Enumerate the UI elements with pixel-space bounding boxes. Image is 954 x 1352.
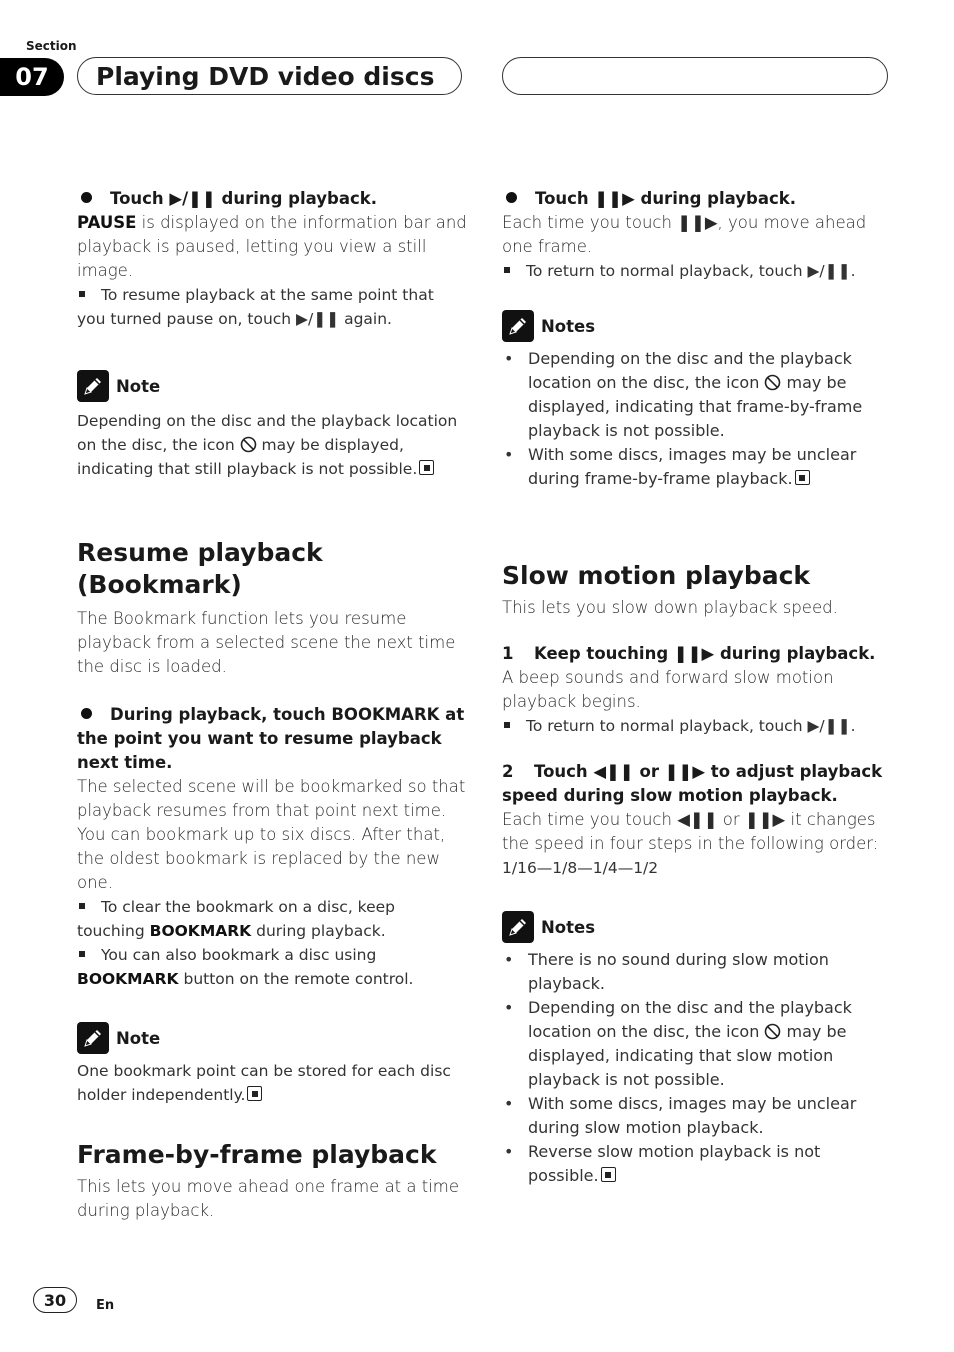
list-item: • Reverse slow motion playback is not possible. xyxy=(504,1142,821,1185)
frame-step: Touch ❚❚▶ during playback. xyxy=(502,187,892,211)
bookmark-step: During playback, touch BOOKMARK at the point you want to resume playback next time. xyxy=(77,705,465,772)
note-heading: Note xyxy=(77,1021,467,1055)
note-text: One bookmark point can be stored for each disc holder independently. xyxy=(77,1062,451,1104)
list-item: • Depending on the disc and the playback location on the disc, the icon may be displayed, indicating that slow motion playback is not possible. xyxy=(504,998,852,1089)
notes-list xyxy=(502,347,892,491)
chapter-title: Playing DVD video discs xyxy=(77,57,462,95)
notes-list xyxy=(502,948,892,1188)
bookmark-tip-clear: To clear the bookmark on a disc, keep touching BOOKMARK during playback. xyxy=(77,898,396,940)
square-bullet-icon xyxy=(79,903,85,909)
frame-section xyxy=(77,1139,467,1223)
notes-heading: Notes xyxy=(502,910,892,944)
frame-tip: To return to normal playback, touch ▶/❚❚. xyxy=(502,259,892,283)
slow-step-2: 2 Touch ◀❚❚ or ❚❚▶ to adjust playback speed during slow motion playback. xyxy=(502,762,883,805)
frame-intro: This lets you move ahead one frame at a time during playback. xyxy=(77,1177,460,1220)
step-bullet-icon xyxy=(81,708,92,719)
end-mark-icon xyxy=(419,460,434,475)
notes-heading: Notes xyxy=(502,309,892,343)
right-column xyxy=(502,187,892,491)
note-heading: Note xyxy=(77,369,467,403)
page-number: 30 xyxy=(33,1287,77,1313)
slow-section xyxy=(502,560,892,1188)
square-bullet-icon xyxy=(79,291,85,297)
resume-heading: Resume playback (Bookmark) xyxy=(77,538,323,599)
list-item: • Depending on the disc and the playback location on the disc, the icon may be displayed, indicating that frame-by-frame playback is not possible. xyxy=(504,349,863,440)
section-number-tab: 07 xyxy=(0,58,64,96)
square-bullet-icon xyxy=(504,267,510,273)
pause-description: PAUSE is displayed on the information bar and playback is paused, letting you view a still image. xyxy=(77,213,467,280)
note-text: Depending on the disc and the playback location on the disc, the icon may be displayed, indicating that still playback is not possible. xyxy=(77,412,458,478)
section-label: Section xyxy=(26,39,77,53)
prohibited-icon xyxy=(764,1023,781,1040)
list-item: • There is no sound during slow motion playback. xyxy=(504,950,829,993)
slow-heading: Slow motion playback xyxy=(502,561,811,590)
pause-tip: To resume playback at the same point that you turned pause on, touch ▶/❚❚ again. xyxy=(77,286,434,328)
square-bullet-icon xyxy=(79,951,85,957)
end-mark-icon xyxy=(601,1167,616,1182)
frame-heading: Frame-by-frame playback xyxy=(77,1140,437,1169)
language-label: En xyxy=(96,1298,115,1313)
prohibited-icon xyxy=(764,374,781,391)
left-column xyxy=(77,187,467,481)
pause-step: Touch ▶/❚❚ during playback. xyxy=(77,187,467,211)
step-bullet-icon xyxy=(506,192,517,203)
end-mark-icon xyxy=(247,1086,262,1101)
pencil-note-icon xyxy=(502,310,534,342)
slow-step-1: 1 Keep touching ❚❚▶ during playback. xyxy=(502,644,876,663)
resume-intro: The Bookmark function lets you resume playback from a selected scene the next time the disc is loaded. xyxy=(77,609,456,676)
slow-step-1-description: A beep sounds and forward slow motion playback begins. xyxy=(502,668,834,711)
speed-order: 1/16—1/8—1/4—1/2 xyxy=(502,859,659,877)
list-item: • With some discs, images may be unclear during frame-by-frame playback. xyxy=(504,445,857,488)
slow-intro: This lets you slow down playback speed. xyxy=(502,598,838,617)
resume-section xyxy=(77,537,467,1107)
bookmark-tip-remote: You can also bookmark a disc using BOOKMARK button on the remote control. xyxy=(77,946,414,988)
step-bullet-icon xyxy=(81,192,92,203)
blank-header-pill xyxy=(502,57,888,95)
square-bullet-icon xyxy=(504,722,510,728)
end-mark-icon xyxy=(795,470,810,485)
list-item: • With some discs, images may be unclear during slow motion playback. xyxy=(504,1094,857,1137)
prohibited-icon xyxy=(240,436,257,453)
slow-step-1-tip: To return to normal playback, touch ▶/❚❚. xyxy=(502,714,892,738)
pencil-note-icon xyxy=(502,911,534,943)
pencil-note-icon xyxy=(77,370,109,402)
slow-step-2-description: Each time you touch ◀❚❚ or ❚❚▶ it changes the speed in four steps in the following order: xyxy=(502,810,879,853)
frame-description: Each time you touch ❚❚▶, you move ahead one frame. xyxy=(502,213,867,256)
pencil-note-icon xyxy=(77,1022,109,1054)
bookmark-description: The selected scene will be bookmarked so that playback resumes from that point next time. You can bookmark up to six discs. After that, the oldest bookmark is replaced by the new one. xyxy=(77,777,466,892)
